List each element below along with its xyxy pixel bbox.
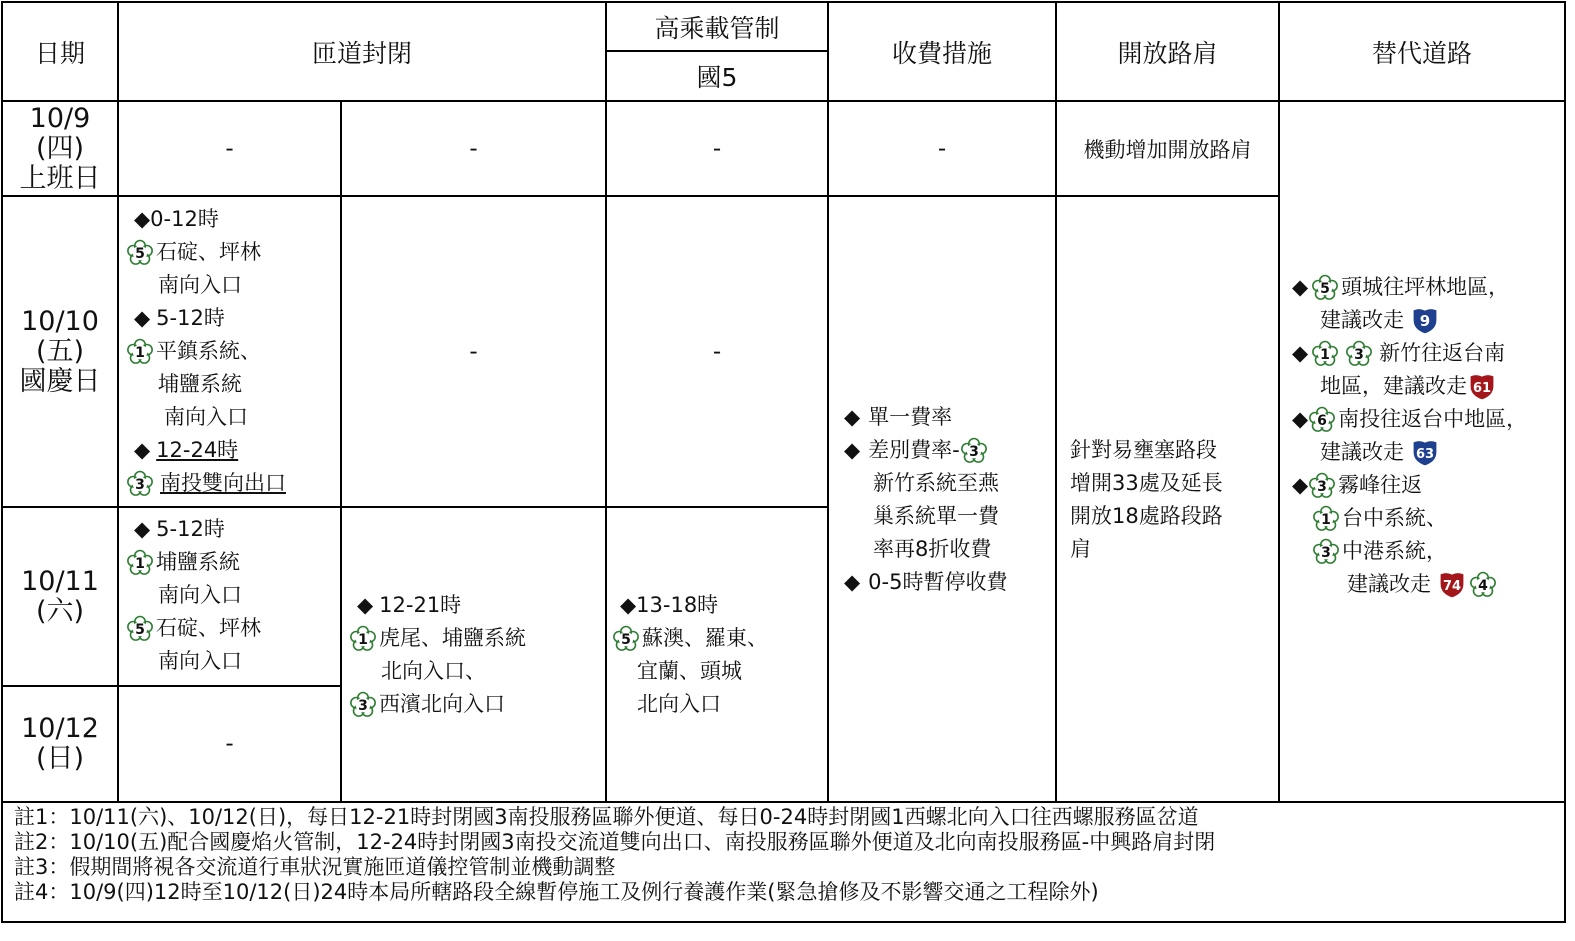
note-4: 註4：10/9(四)12時至10/12(日)24時本局所轄路段全線暫停施工及例行養護作業(緊急搶修及不影響交通之工程除外): [14, 880, 1099, 904]
ramp-a-oct11: [126, 513, 340, 678]
freeway-5-shield-icon: [612, 625, 640, 653]
svg-text:5: 5: [135, 245, 145, 262]
weekday: (六): [35, 595, 85, 627]
route-text: 中港系統，: [1342, 539, 1447, 563]
bullet: ◆: [1292, 275, 1309, 299]
shoulder-line: 針對易壅塞路段: [1070, 438, 1217, 462]
route-text: 南投往返台中地區，: [1338, 407, 1528, 431]
date-value: 10/12: [21, 713, 99, 744]
bullet: ◆: [134, 207, 151, 231]
hov-oct9-dash: -: [712, 135, 722, 162]
svg-text:5: 5: [135, 621, 145, 638]
toll-measures: [844, 401, 1054, 599]
interchange: 蘇澳、羅東、: [642, 626, 768, 650]
freeway-6-shield-icon: [1308, 406, 1336, 434]
direction: 南向入口: [158, 583, 242, 607]
bullet: ◆: [844, 570, 861, 594]
notes: [14, 805, 1559, 905]
svg-text:1: 1: [135, 344, 145, 361]
interchange: 埔鹽系統: [158, 372, 242, 396]
header-hov-control: 高乘載管制: [654, 13, 780, 43]
svg-text:5: 5: [1320, 280, 1331, 297]
bullet: ◆: [620, 593, 637, 617]
note-3: 註3：假期間將視各交流道行車狀況實施匝道儀控管制並機動調整: [14, 855, 616, 879]
toll-item-detail: 率再8折收費: [873, 537, 992, 561]
freeway-3-shield-icon: [349, 691, 377, 719]
svg-text:74: 74: [1442, 578, 1462, 594]
route-text: 建議改走: [1347, 572, 1431, 596]
time-range: 12-21時: [379, 593, 462, 617]
route-text: 建議改走: [1320, 308, 1404, 332]
toll-item-detail: 新竹系統至燕: [873, 471, 999, 495]
svg-text:63: 63: [1415, 446, 1435, 462]
direction: 北向入口: [637, 692, 721, 716]
direction: 南向入口: [164, 405, 248, 429]
toll-item: 0-5時暫停收費: [868, 570, 1008, 594]
time-range: 5-12時: [156, 517, 225, 541]
shoulder-oct9: 機動增加開放路肩: [1083, 137, 1252, 162]
interchange: 虎尾、埔鹽系統: [379, 626, 526, 650]
direction: 北向入口、: [381, 659, 486, 683]
bullet: ◆: [134, 306, 151, 330]
ramp-a-oct9-dash: -: [225, 135, 234, 162]
weekday: (四): [35, 132, 85, 164]
freeway-5-shield-icon: [126, 239, 154, 267]
interchange: 宜蘭、頭城: [637, 659, 742, 683]
date-value: 10/9: [29, 102, 91, 134]
freeway-3-shield-icon: [960, 437, 988, 465]
bullet: ◆: [1292, 407, 1309, 431]
svg-text:1: 1: [1320, 346, 1331, 363]
freeway-1-shield-icon: [349, 625, 377, 653]
freeway-1-shield-icon: [1311, 340, 1339, 368]
interchange: 石碇、坪林: [156, 240, 261, 264]
ramp-b-oct10-dash: -: [469, 338, 478, 365]
provincial-9-shield-icon: [1410, 306, 1440, 336]
bullet: ◆: [357, 593, 374, 617]
day-type: 上班日: [19, 162, 101, 194]
provincial-61-shield-icon: [1467, 372, 1497, 402]
svg-text:9: 9: [1419, 311, 1431, 330]
svg-text:1: 1: [1321, 511, 1331, 528]
shoulder-line: 肩: [1070, 537, 1091, 561]
time-range: 5-12時: [156, 306, 225, 330]
weekday: (日): [35, 743, 85, 774]
date-oct11: [2, 507, 118, 686]
bullet: ◆: [1292, 473, 1309, 497]
direction: 南向入口: [158, 649, 242, 673]
freeway-4-shield-icon: [1469, 571, 1497, 599]
ramp-b-oct9-dash: -: [469, 135, 478, 162]
freeway-1-shield-icon: [126, 549, 154, 577]
note-1: 註1：10/11(六)、10/12(日)，每日12-21時封閉國3南投服務區聯外便道、每日0-24時封閉國1西螺北向入口往西螺服務區岔道: [14, 805, 1199, 829]
header-ramp-closure: 匝道封閉: [311, 38, 412, 68]
svg-text:3: 3: [1317, 478, 1328, 495]
time-range: 0-12時: [150, 207, 219, 231]
svg-text:3: 3: [1321, 544, 1331, 561]
provincial-63-shield-icon: [1410, 438, 1440, 468]
route-text: 地區，建議改走: [1320, 374, 1467, 398]
svg-text:5: 5: [621, 631, 631, 648]
svg-text:3: 3: [135, 476, 145, 493]
direction: 南向入口: [158, 273, 242, 297]
route-text: 台中系統、: [1342, 506, 1447, 530]
header-toll-measures: 收費措施: [891, 38, 992, 68]
route-text: 頭城往坪林地區，: [1341, 275, 1510, 299]
svg-text:6: 6: [1317, 412, 1328, 429]
freeway-3-shield-icon: [1345, 340, 1373, 368]
svg-text:3: 3: [358, 697, 368, 714]
route-text: 新竹往返台南: [1379, 341, 1506, 365]
interchange: 石碇、坪林: [156, 616, 261, 640]
svg-text:1: 1: [135, 555, 145, 572]
interchange: 埔鹽系統: [156, 550, 240, 574]
header-alternate-route: 替代道路: [1371, 38, 1472, 68]
shoulder-measures: [1070, 434, 1276, 566]
ramp-b-oct11-12: [349, 589, 604, 721]
day-type: 國慶日: [19, 365, 101, 397]
freeway-3-shield-icon: [1308, 472, 1336, 500]
hov-oct11-12: [612, 589, 826, 721]
date-oct12: [2, 686, 118, 802]
date-oct10: [2, 196, 118, 507]
svg-text:3: 3: [1354, 346, 1365, 363]
freeway-3-shield-icon: [126, 470, 154, 498]
date-value: 10/11: [21, 565, 99, 597]
freeway-1-shield-icon: [1312, 505, 1340, 533]
toll-item: 差別費率-: [868, 438, 960, 462]
header-hov-freeway5: 國5: [696, 63, 738, 92]
interchange: 南投雙向出口: [160, 471, 286, 495]
bullet: ◆: [134, 517, 151, 541]
toll-item-detail: 巢系統單一費: [873, 504, 999, 528]
shoulder-line: 開放18處路段路: [1070, 504, 1223, 528]
date-oct9: [2, 101, 118, 196]
provincial-74-shield-icon: [1437, 570, 1467, 600]
svg-text:3: 3: [968, 443, 979, 460]
time-range: 12-24時: [156, 438, 239, 462]
route-text: 霧峰往返: [1338, 473, 1423, 497]
hov-oct10-dash: -: [712, 338, 722, 365]
shoulder-line: 增開33處及延長: [1070, 471, 1223, 495]
freeway-5-shield-icon: [126, 615, 154, 643]
time-range: 13-18時: [636, 593, 719, 617]
bullet: ◆: [844, 405, 861, 429]
freeway-5-shield-icon: [1311, 274, 1339, 302]
freeway-1-shield-icon: [126, 338, 154, 366]
svg-text:1: 1: [358, 631, 368, 648]
svg-text:61: 61: [1472, 380, 1492, 396]
alternate-routes: [1292, 271, 1564, 601]
bullet: ◆: [1292, 341, 1309, 365]
ramp-a-oct12-dash: -: [225, 731, 234, 757]
toll-oct9-dash: -: [937, 135, 947, 162]
route-text: 建議改走: [1320, 440, 1404, 464]
interchange: 平鎮系統、: [156, 339, 261, 363]
date-value: 10/10: [21, 305, 99, 337]
bullet: ◆: [134, 438, 151, 462]
header-open-shoulder: 開放路肩: [1117, 38, 1218, 68]
freeway-3-shield-icon: [1312, 538, 1340, 566]
bullet: ◆: [844, 438, 861, 462]
interchange: 西濱北向入口: [379, 692, 505, 716]
note-2: 註2：10/10(五)配合國慶焰火管制，12-24時封閉國3南投交流道雙向出口、南投服務區聯外便道及北向南投服務區-中興路肩封閉: [14, 830, 1216, 854]
ramp-a-oct10: [126, 203, 340, 500]
toll-item: 單一費率: [868, 405, 953, 429]
header-date: 日期: [34, 38, 85, 68]
weekday: (五): [35, 335, 85, 367]
svg-text:4: 4: [1478, 577, 1488, 594]
